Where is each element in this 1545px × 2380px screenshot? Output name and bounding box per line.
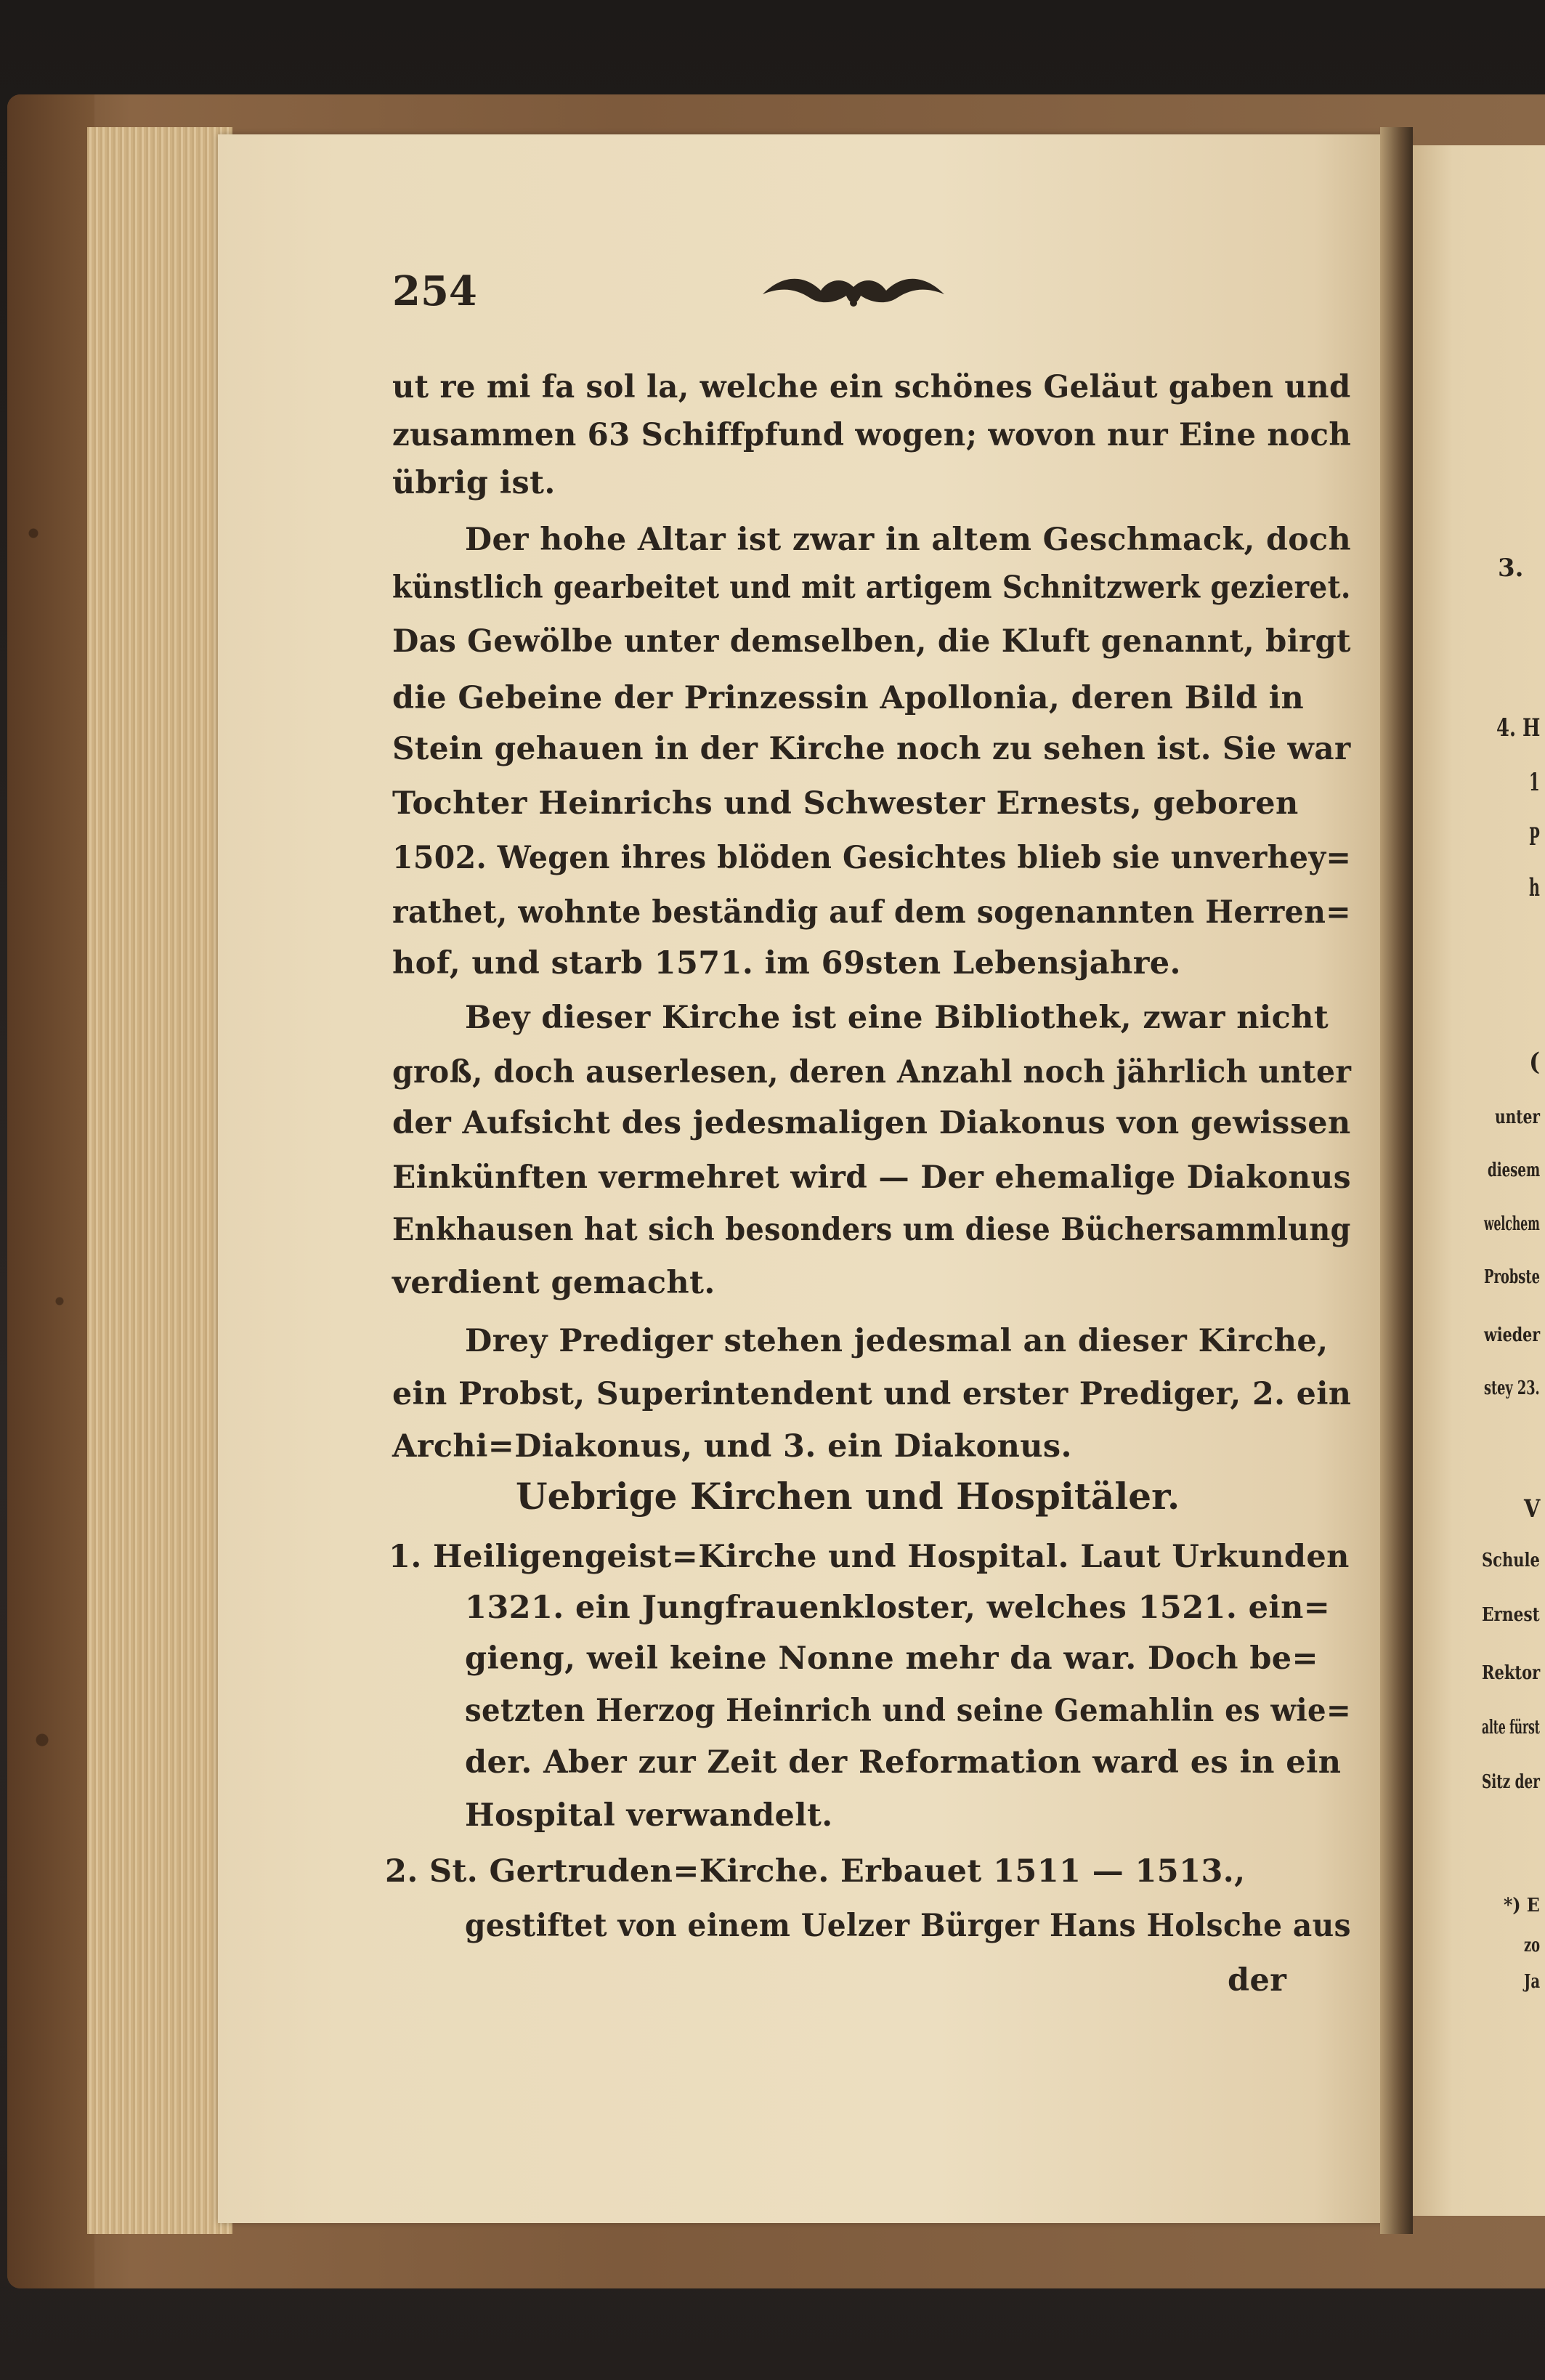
text-line: Einkünften vermehret wird — Der ehemalige Diakonus — [392, 1159, 1351, 1196]
facing-fragment: zo — [1524, 1935, 1541, 1956]
facing-fragment: P — [1529, 822, 1540, 851]
list-line: 1321. ein Jungfrauenkloster, welches 1521. ein= — [465, 1590, 1331, 1626]
text-line: hof, und starb 1571. im 69sten Lebensjahre. — [392, 945, 1181, 981]
list-line: gieng, weil keine Nonne mehr da war. Doch be= — [465, 1640, 1318, 1677]
list-line: setzten Herzog Heinrich und seine Gemahlin es wie= — [465, 1693, 1352, 1729]
text-line: Enkhausen hat sich besonders um diese Büchersammlung — [392, 1212, 1351, 1248]
facing-fragment: Sitz der — [1482, 1771, 1540, 1793]
facing-fragment: 3. — [1498, 554, 1524, 583]
facing-fragment: 1 — [1529, 768, 1540, 797]
text-line: groß, doch auserlesen, deren Anzahl noch jährlich unter — [392, 1054, 1352, 1090]
cover-spine-edge — [7, 94, 94, 2288]
facing-fragment: 4. H — [1496, 713, 1541, 742]
text-line: die Gebeine der Prinzessin Apollonia, deren Bild in — [392, 680, 1305, 716]
text-line: Drey Prediger stehen jedesmal an dieser Kirche, — [465, 1323, 1329, 1359]
facing-fragment: diesem — [1488, 1159, 1541, 1181]
facing-fragment: Probste — [1484, 1266, 1540, 1288]
catchword: der — [1228, 1962, 1287, 1999]
facing-fragment: Schule — [1482, 1550, 1540, 1571]
facing-fragment: alte fürst — [1482, 1717, 1540, 1739]
facing-fragment: unter — [1495, 1106, 1541, 1128]
facing-fragment: Ernest — [1482, 1604, 1540, 1626]
text-line: Stein gehauen in der Kirche noch zu sehen ist. Sie war — [392, 731, 1351, 767]
text-line: Das Gewölbe unter demselben, die Kluft genannt, birgt — [392, 623, 1351, 660]
facing-fragment: stey 23. — [1484, 1377, 1540, 1399]
facing-fragment: *) E — [1504, 1895, 1540, 1916]
list-line: 2. St. Gertruden=Kirche. Erbauet 1511 — 1513., — [385, 1853, 1246, 1890]
text-line: der Aufsicht des jedesmaligen Diakonus von gewissen — [392, 1105, 1351, 1141]
list-line: Hospital verwandelt. — [465, 1797, 833, 1834]
facing-fragment: Ja — [1524, 1971, 1541, 1993]
section-heading: Uebrige Kirchen und Hospitäler. — [516, 1475, 1180, 1518]
text-line: zusammen 63 Schiffpfund wogen; wovon nur Eine noch — [392, 417, 1352, 453]
text-line: Bey dieser Kirche ist eine Bibliothek, zwar nicht — [465, 1000, 1329, 1036]
list-line: 1. Heiligengeist=Kirche und Hospital. Laut Urkunden — [389, 1539, 1350, 1575]
text-line: ut re mi fa sol la, welche ein schönes Geläut gaben und — [392, 369, 1351, 405]
text-line: 1502. Wegen ihres blöden Gesichtes blieb sie unverhey= — [392, 840, 1352, 876]
page-number: 254 — [392, 267, 477, 315]
text-line: Der hohe Altar ist zwar in altem Geschmack, doch — [465, 522, 1352, 558]
vignette-ornament — [755, 265, 952, 316]
list-line: der. Aber zur Zeit der Reformation ward es in ein — [465, 1744, 1342, 1781]
facing-fragment: welchem — [1484, 1213, 1540, 1235]
facing-fragment: h — [1529, 873, 1540, 902]
facing-fragment: ( — [1529, 1048, 1541, 1077]
text-line: ein Probst, Superintendent und erster Prediger, 2. ein — [392, 1376, 1352, 1412]
text-line: rathet, wohnte beständig auf dem sogenannten Herren= — [392, 894, 1351, 931]
page-edges — [87, 127, 232, 2234]
list-line: gestiftet von einem Uelzer Bürger Hans Holsche aus — [465, 1908, 1351, 1944]
facing-fragment: Rektor — [1482, 1662, 1541, 1684]
text-line: Tochter Heinrichs und Schwester Ernests, geboren — [392, 785, 1299, 822]
book-gutter — [1380, 127, 1413, 2234]
text-line: Archi=Diakonus, und 3. ein Diakonus. — [392, 1428, 1072, 1465]
text-line: übrig ist. — [392, 465, 556, 501]
text-line: künstlich gearbeitet und mit artigem Schnitzwerk gezieret. — [392, 570, 1351, 606]
facing-fragment: V — [1524, 1494, 1541, 1523]
facing-fragment: wieder — [1484, 1324, 1541, 1346]
text-line: verdient gemacht. — [392, 1265, 715, 1301]
